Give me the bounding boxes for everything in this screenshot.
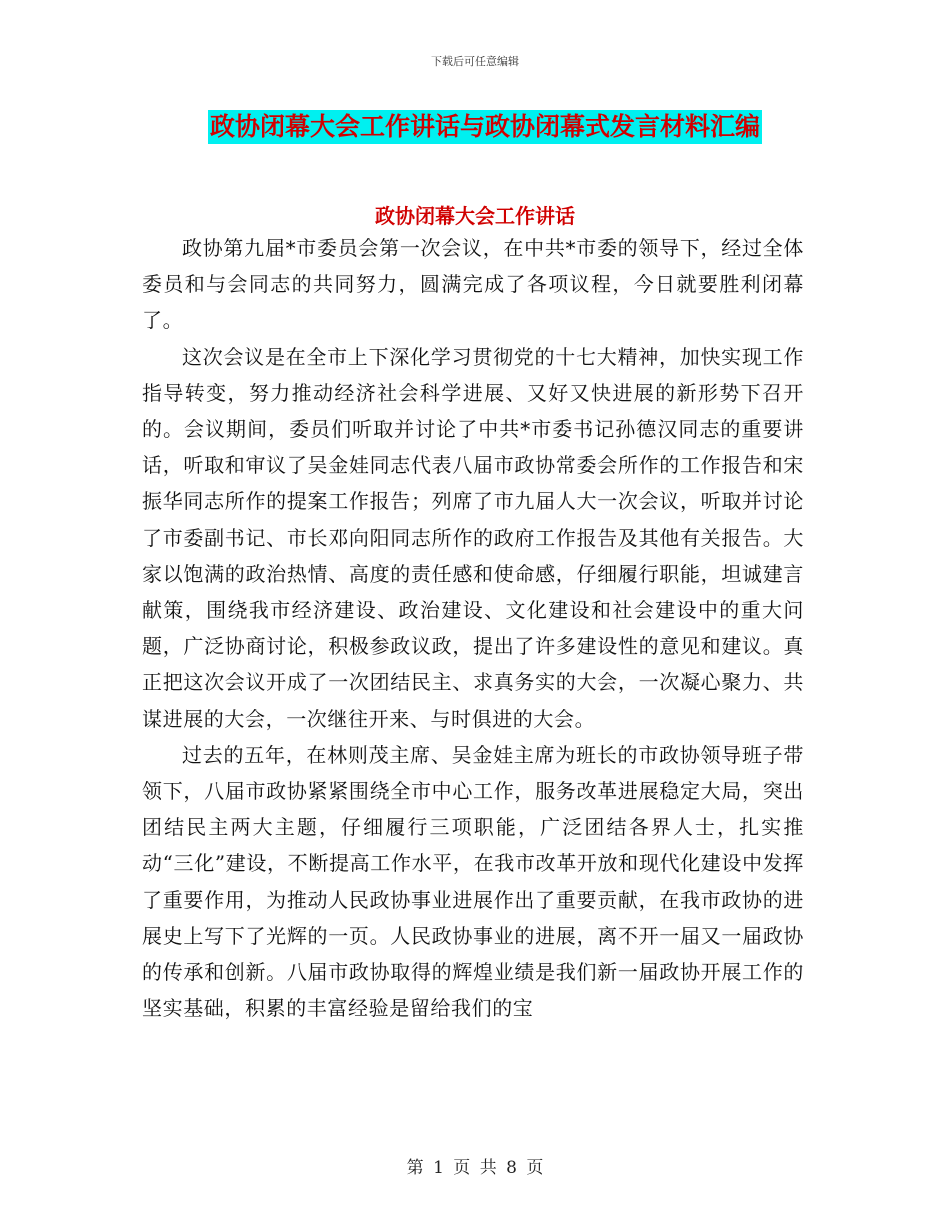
document-title: 政协闭幕大会工作讲话与政协闭幕式发言材料汇编 [208,110,762,144]
document-body [142,230,804,1026]
page-number-footer: 第 1 页 共 8 页 [406,1158,544,1178]
page-header-note: 下载后可任意编辑 [431,55,519,68]
body-paragraph: 这次会议是在全市上下深化学习贯彻党的十七大精神，加快实现工作指导转变，努力推动经济社会科学进展、又好又快进展的新形势下召开的。会议期间，委员们听取并讨论了中共*市委书记孙德汉同志的重要讲话，听取和审议了吴金娃同志代表八届市政协常委会所作的工作报告和宋振华同志所作的提案工作报告；列席了市九届人大一次会议，听取并讨论了市委副书记、市长邓向阳同志所作的政府工作报告及其他有关报告。大家以饱满的政治热情、高度的责任感和使命感，仔细履行职能，坦诚建言献策，围绕我市经济建设、政治建设、文化建设和社会建设中的重大问题，广泛协商讨论，积极参政议政，提出了许多建设性的意见和建议。真正把这次会议开成了一次团结民主、求真务实的大会，一次凝心聚力、共谋进展的大会，一次继往开来、与时俱进的大会。 [142,344,804,731]
body-paragraph: 政协第九届*市委员会第一次会议，在中共*市委的领导下，经过全体委员和与会同志的共同努力，圆满完成了各项议程，今日就要胜利闭幕了。 [142,236,804,333]
body-paragraph: 过去的五年，在林则茂主席、吴金娃主席为班长的市政协领导班子带领下，八届市政协紧紧围绕全市中心工作，服务改革进展稳定大局，突出团结民主两大主题，仔细履行三项职能，广泛团结各界人士，扎实推动“三化”建设，不断提高工作水平，在我市改革开放和现代化建设中发挥了重要作用，为推动人民政协事业进展作出了重要贡献，在我市政协的进展史上写下了光辉的一页。人民政协事业的进展，离不开一届又一届政协的传承和创新。八届市政协取得的辉煌业绩是我们新一届政协开展工作的坚实基础，积累的丰富经验是留给我们的宝 [142,742,804,1021]
section-title: 政协闭幕大会工作讲话 [375,204,575,228]
